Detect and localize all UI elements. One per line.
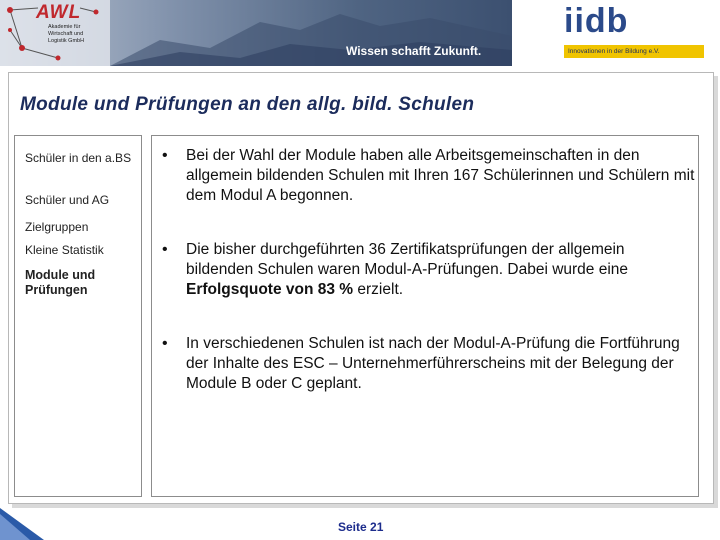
iidb-logo bbox=[516, 0, 720, 66]
awl-subtext-line: Akademie für bbox=[48, 24, 81, 30]
bullet-icon: • bbox=[162, 335, 168, 352]
success-rate-highlight: Erfolgsquote von 83 % bbox=[186, 281, 354, 298]
sidebar-item-kleine-statistik[interactable]: Kleine Statistik bbox=[25, 243, 104, 257]
bullet-icon: • bbox=[162, 147, 168, 164]
awl-logo bbox=[0, 0, 110, 66]
header-banner bbox=[0, 0, 720, 66]
sidebar-item-schueler-abs[interactable]: Schüler in den a.BS bbox=[25, 151, 132, 165]
sidebar-item-zielgruppen[interactable]: Zielgruppen bbox=[25, 220, 89, 234]
bullet-text-part: Die bisher durchgeführten 36 Zertifikatsprüfungen der allgemein bildenden Schulen waren Modul-A-Prüfungen. Dabei wurde eine bbox=[186, 241, 629, 278]
bullet-text: In verschiedenen Schulen ist nach der Modul-A-Prüfung die Fortführung der Inhalte des ESC – Unternehmerführerscheins mit der Belegung der Module B oder C geplant. bbox=[186, 335, 680, 392]
awl-subtext-line: Logistik GmbH bbox=[48, 38, 85, 44]
bullet-text: Bei der Wahl der Module haben alle Arbeitsgemeinschaften in den allgemein bildenden Schulen mit Ihren 167 Schülerinnen und Schülern mit dem Modul A begonnen. bbox=[186, 147, 695, 204]
awl-logo-text: AWL bbox=[36, 2, 82, 23]
header-band-image bbox=[0, 0, 512, 66]
sidebar-item-schueler-ag[interactable]: Schüler und AG bbox=[25, 193, 110, 207]
footer-corner-decoration bbox=[0, 508, 44, 540]
tagline: Wissen schafft Zukunft. bbox=[346, 44, 482, 58]
awl-logo-subtext bbox=[48, 24, 108, 45]
sidebar-item-module-pruefungen[interactable]: Module und Prüfungen bbox=[25, 268, 96, 297]
iidb-logo-subtext: Innovationen in der Bildung e.V. bbox=[564, 45, 704, 58]
bullet-text bbox=[186, 240, 696, 300]
page-title: Module und Prüfungen an den allg. bild. Schulen bbox=[20, 94, 475, 115]
bullet-icon: • bbox=[162, 241, 168, 258]
bullet-text-part: erzielt. bbox=[353, 281, 404, 298]
iidb-logo-text: iidb bbox=[564, 2, 629, 40]
content-panel bbox=[151, 135, 699, 497]
page-number: Seite 21 bbox=[338, 520, 384, 534]
sidebar-nav bbox=[14, 135, 142, 497]
awl-subtext-line: Wirtschaft und bbox=[48, 31, 84, 37]
